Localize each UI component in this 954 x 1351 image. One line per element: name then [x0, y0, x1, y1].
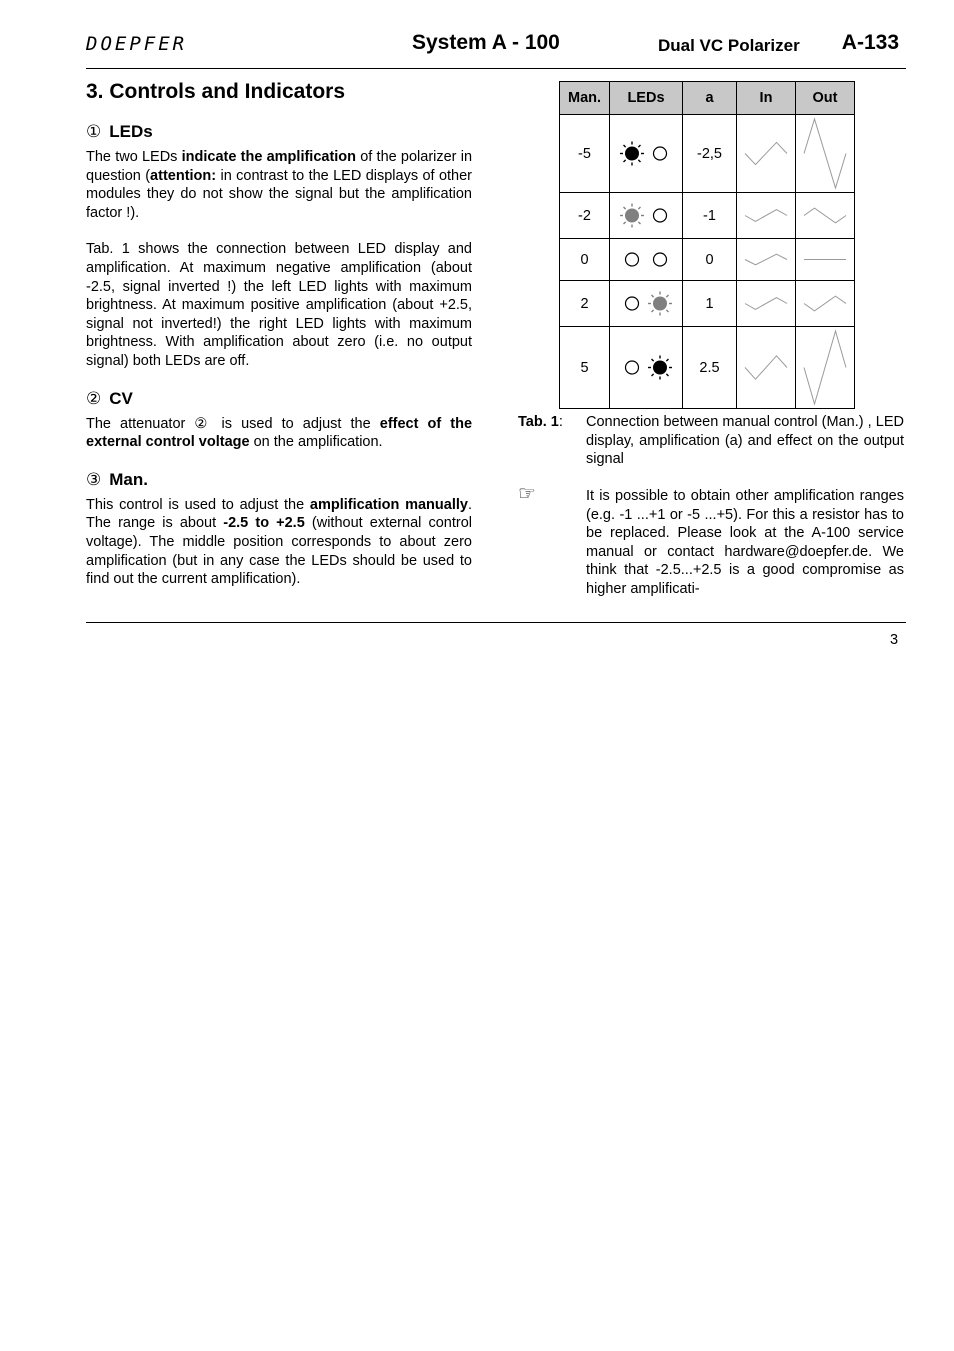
- input-wave-line: [745, 356, 787, 379]
- module-number: A-133: [841, 31, 899, 54]
- cell-in: [737, 239, 796, 281]
- table-row: [560, 193, 855, 239]
- footer-rule: [86, 622, 906, 623]
- cell-man: 5: [560, 327, 610, 409]
- page-number: 3: [890, 632, 899, 648]
- input-wave: [737, 281, 795, 326]
- cell-in: [737, 193, 796, 239]
- system-title: System A - 100: [412, 31, 560, 54]
- left-column: [86, 80, 472, 607]
- table-row: [560, 327, 855, 409]
- input-wave-line: [745, 254, 787, 265]
- header-a: a: [683, 82, 737, 115]
- module-name: Dual VC Polarizer: [658, 36, 800, 55]
- output-wave: [796, 281, 854, 326]
- right-led-icon: [648, 356, 672, 380]
- input-wave-line: [745, 298, 787, 310]
- note-text: It is possible to obtain other amplification ranges (e.g. -1 ...+1 or -5 ...+5). For this a resistor has to be replaced. Please look at the A-100 service manual or contact hardware@doepfer.de. We think that -2.5...+2.5 is a good compromise as higher amplificati-: [586, 488, 904, 597]
- input-wave-line: [745, 210, 787, 222]
- header-in: In: [737, 82, 796, 115]
- header-out: Out: [796, 82, 855, 115]
- led-pair: [610, 115, 682, 192]
- cell-out: [796, 115, 855, 193]
- header-man: Man.: [560, 82, 610, 115]
- left-led-icon: [620, 142, 644, 166]
- left-led-icon: [620, 204, 644, 228]
- section-title: 3. Controls and Indicators: [86, 80, 346, 103]
- cell-out: [796, 193, 855, 239]
- header-leds: LEDs: [610, 82, 683, 115]
- man-heading-text: Man.: [109, 469, 148, 489]
- table-caption: [518, 413, 904, 469]
- page-header: [86, 28, 906, 69]
- cell-amplification: -2,5: [683, 115, 737, 193]
- input-wave: [737, 115, 795, 192]
- circled-number-1: ①: [86, 122, 102, 141]
- input-wave: [737, 327, 795, 408]
- led-pair: [610, 239, 682, 280]
- cell-amplification: 1: [683, 281, 737, 327]
- cv-heading: [86, 389, 472, 409]
- output-wave: [796, 193, 854, 238]
- table-row: [560, 239, 855, 281]
- led-pair: [610, 281, 682, 326]
- cell-man: -2: [560, 193, 610, 239]
- input-wave: [737, 239, 795, 280]
- cell-out: [796, 239, 855, 281]
- right-led-icon: [654, 253, 667, 266]
- pointing-hand-icon: ☞: [518, 483, 536, 505]
- right-led-icon: [654, 209, 667, 222]
- leds-paragraph-1: The two LEDs indicate the amplification of the polarizer in question (attention: in contrast to the LED displays of other modules they do not show the signal but the amplification factor !).: [86, 149, 473, 221]
- output-wave: [796, 327, 854, 408]
- leds-heading: [86, 122, 472, 142]
- cell-amplification: -1: [683, 193, 737, 239]
- table-row: [560, 115, 855, 193]
- caption-label: Tab. 1:: [518, 414, 563, 430]
- cell-in: [737, 327, 796, 409]
- table-body: [560, 115, 855, 409]
- table-header-row: [560, 82, 855, 115]
- led-amplification-table: [559, 81, 855, 409]
- left-led-icon: [626, 361, 639, 374]
- output-wave-line: [804, 331, 846, 404]
- circled-number-3: ③: [86, 469, 102, 489]
- note-block: [518, 483, 904, 599]
- man-heading: [86, 470, 472, 490]
- doepfer-logo: DOEPFER: [86, 33, 188, 55]
- right-led-icon: [654, 147, 667, 160]
- output-wave-line: [804, 119, 846, 188]
- table-row: [560, 281, 855, 327]
- cell-out: [796, 281, 855, 327]
- left-led-icon: [626, 253, 639, 266]
- leds-paragraph-2: Tab. 1 shows the connection between LED display and amplification. At maximum negative amplification (about -2.5, signal inverted !) the left LED lights with maximum brightness. At maximum positive amplification (about +2.5, signal not inverted!) the right LED lights with maximum brightness. With amplification about zero (i.e. no output signal) both LEDs are off.: [86, 241, 472, 369]
- cell-man: 2: [560, 281, 610, 327]
- cell-leds: [610, 327, 683, 409]
- cell-amplification: 0: [683, 239, 737, 281]
- cell-man: -5: [560, 115, 610, 193]
- cell-leds: [610, 115, 683, 193]
- cv-heading-text: CV: [109, 388, 133, 408]
- cell-man: 0: [560, 239, 610, 281]
- led-pair: [610, 327, 682, 408]
- left-led-icon: [626, 297, 639, 310]
- man-paragraph: This control is used to adjust the amplification manually. The range is about -2.5 to +2.5 (without external control voltage). The middle position corresponds to about zero amplification (but in any case the LEDs should be used to find out the current amplification).: [86, 496, 472, 588]
- cell-in: [737, 115, 796, 193]
- output-wave-line: [804, 208, 846, 223]
- cell-leds: [610, 239, 683, 281]
- circled-number-2: ②: [86, 388, 102, 408]
- cell-amplification: 2.5: [683, 327, 737, 409]
- right-led-icon: [648, 292, 672, 316]
- leds-heading-text: LEDs: [109, 122, 153, 141]
- output-wave-line: [804, 296, 846, 311]
- cell-leds: [610, 193, 683, 239]
- input-wave: [737, 193, 795, 238]
- cv-paragraph: The attenuator ② is used to adjust the effect of the external control voltage on the amplification.: [86, 415, 473, 451]
- input-wave-line: [745, 142, 787, 164]
- caption-text: Connection between manual control (Man.) , LED display, amplification (a) and effect on the output signal: [586, 414, 904, 468]
- output-wave: [796, 115, 854, 192]
- cell-out: [796, 327, 855, 409]
- cell-leds: [610, 281, 683, 327]
- cell-in: [737, 281, 796, 327]
- led-pair: [610, 193, 682, 238]
- output-wave: [796, 239, 854, 280]
